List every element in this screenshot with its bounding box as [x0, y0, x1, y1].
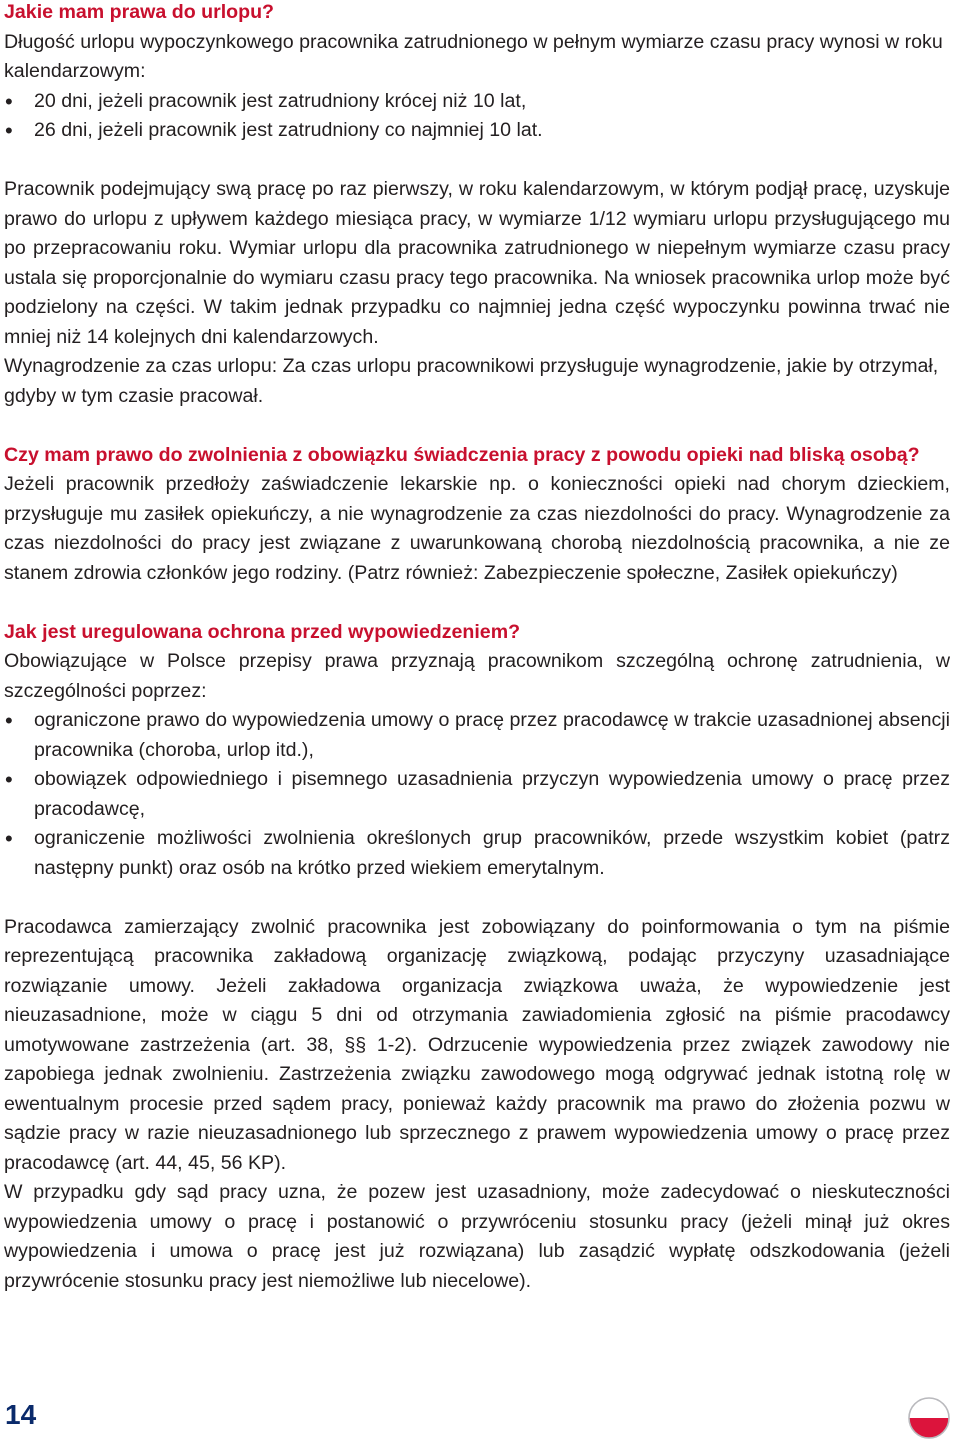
protection-intro: Obowiązujące w Polsce przepisy prawa przyznają pracownikom szczególną ochronę zatrudnienia, w szczególności poprzez:	[4, 650, 950, 702]
leave-pay-paragraph: Wynagrodzenie za czas urlopu: Za czas urlopu pracownikowi przysługuje wynagrodzenie, jakie by otrzymał, gdyby w tym czasie pracował.	[4, 355, 939, 407]
protection-list	[4, 706, 950, 883]
page-content	[4, 0, 950, 1296]
dismissal-paragraph: Pracodawca zamierzający zwolnić pracownika jest zobowiązany do poinformowania o tym na piśmie reprezentującą pracownika zakładową organizację związkową, podając przyczyny uzasadniające rozwiązanie umowy. Jeżeli zakładowa organizacja związkowa uważa, że wypowiedzenie jest nieuzasadnione, może w ciągu 5 dni od otrzymania zawiadomienia zgłosić na piśmie pracodawcy umotywowane zastrzeżenia (art. 38, §§ 1-2). Odrzucenie wypowiedzenia przez związek zawodowy nie zapobiega jednak zwolnieniu. Zastrzeżenia związku zawodowego mogą odgrywać jednak istotną rolę w ewentualnym procesie przed sądem pracy, ponieważ każdy pracownik ma prawo do złożenia pozwu w sądzie pracy w razie nieuzasadnionego lub sprzecznego z prawem wypowiedzenia umowy o pracę przez pracodawcę (art. 44, 45, 56 KP).	[4, 915, 950, 1174]
poland-flag-icon	[907, 1396, 951, 1440]
list-item: • 20 dni, jeżeli pracownik jest zatrudniony krócej niż 10 lat,	[4, 87, 950, 117]
leave-paragraph: Pracownik podejmujący swą pracę po raz pierwszy, w roku kalendarzowym, w którym podjął pracę, uzyskuje prawo do urlopu z upływem każdego miesiąca pracy, w wymiarze 1/12 wymiaru urlopu przysługującego mu po przepracowaniu roku. Wymiar urlopu dla pracownika zatrudnionego w niepełnym wymiarze czasu pracy ustala się proporcjonalnie do wymiaru czasu pracy tego pracownika. Na wniosek pracownika urlop może być podzielony na części. W takim jednak przypadku co najmniej jedna część wypoczynku powinna trwać nie mniej niż 14 kolejnych dni kalendarzowych.	[4, 178, 950, 348]
list-item: • ograniczone prawo do wypowiedzenia umowy o pracę przez pracodawcę w trakcie uzasadnionej absencji pracownika (choroba, urlop itd.),	[4, 706, 950, 765]
heading-leave-rights: Jakie mam prawa do urlopu?	[4, 1, 275, 23]
leave-intro: Długość urlopu wypoczynkowego pracownika zatrudnionego w pełnym wymiarze czasu pracy wynosi w roku kalendarzowym:	[4, 30, 943, 82]
list-item: • obowiązek odpowiedniego i pisemnego uzasadnienia przyczyn wypowiedzenia umowy o pracę przez pracodawcę,	[4, 765, 950, 824]
list-item: • ograniczenie możliwości zwolnienia określonych grup pracowników, przede wszystkim kobiet (patrz następny punkt) oraz osób na krótko przed wiekiem emerytalnym.	[4, 824, 950, 883]
care-leave-paragraph: Jeżeli pracownik przedłoży zaświadczenie lekarskie np. o konieczności opieki nad chorym dzieckiem, przysługuje mu zasiłek opiekuńczy, a nie wynagrodzenie za czas niezdolności do pracy. Wynagrodzenie za czas niezdolności do pracy jest związane z uwarunkowaną chorobą niezdolnością pracownika, a nie ze stanem zdrowia członków jego rodziny. (Patrz również: Zabezpieczenie społeczne, Zasiłek opiekuńczy)	[4, 473, 950, 584]
leave-list	[4, 87, 950, 146]
heading-dismissal-protection: Jak jest uregulowana ochrona przed wypowiedzeniem?	[4, 620, 521, 643]
court-paragraph: W przypadku gdy sąd pracy uzna, że pozew jest uzasadniony, może zadecydować o nieskuteczności wypowiedzenia umowy o pracę i postanowić o przywróceniu stosunku pracy (jeżeli minął już okres wypowiedzenia i umowa o pracę jest już rozwiązana) lub zasądzić wypłatę odszkodowania (jeżeli przywrócenie stosunku pracy jest niemożliwe lub niecelowe).	[4, 1181, 950, 1292]
list-item: • 26 dni, jeżeli pracownik jest zatrudniony co najmniej 10 lat.	[4, 116, 950, 146]
page-number: 14	[5, 1399, 37, 1430]
heading-care-leave: Czy mam prawo do zwolnienia z obowiązku świadczenia pracy z powodu opieki nad bliską osobą?	[4, 443, 920, 466]
